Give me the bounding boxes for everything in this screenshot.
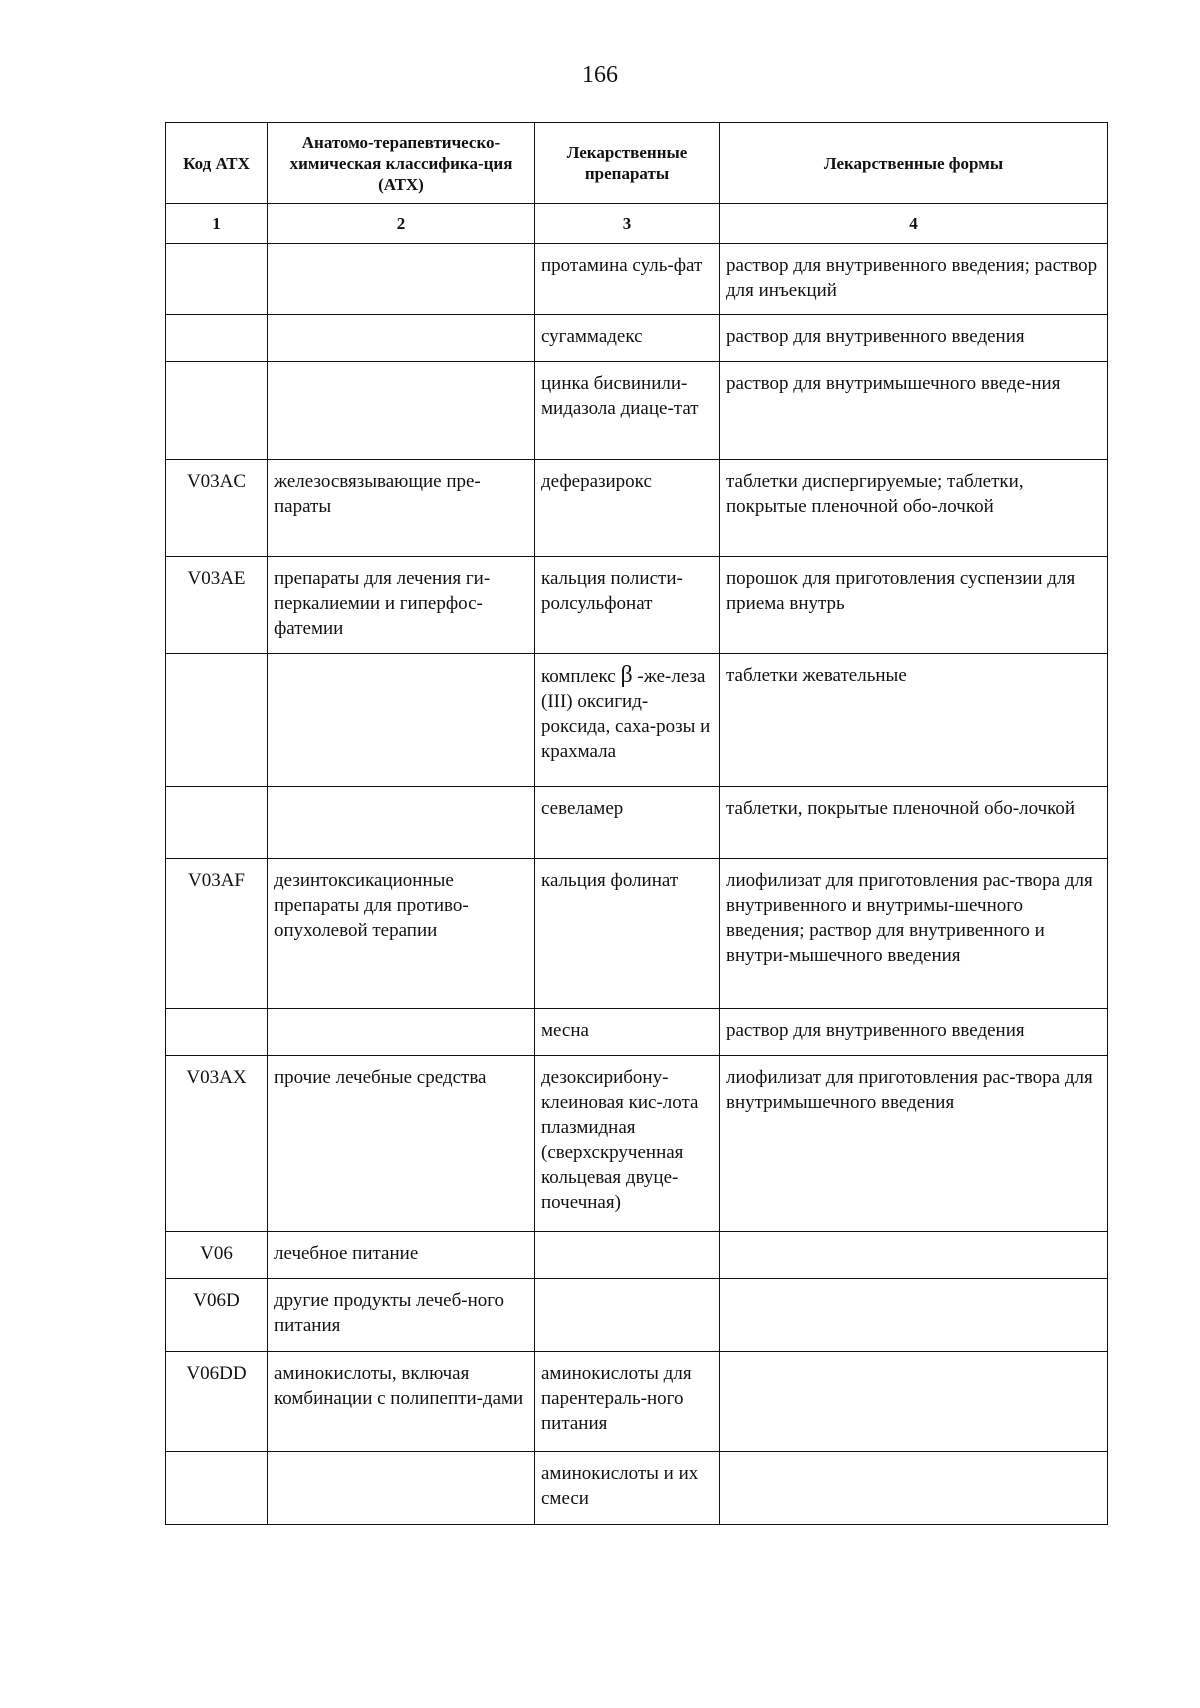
column-number: 4 [720,204,1108,244]
beta-symbol: β [620,662,633,688]
table-row [166,1279,1108,1352]
atx-code-cell: V03AX [166,1056,268,1232]
classification-cell [268,654,535,787]
forms-cell: раствор для внутривенного введения; раствор для инъекций [720,244,1108,315]
atx-code-cell: V03AF [166,859,268,1009]
forms-cell [720,1232,1108,1279]
table-row [166,859,1108,1009]
classification-cell: дезинтоксикационные препараты для противо-опухолевой терапии [268,859,535,1009]
table-row [166,1452,1108,1525]
forms-cell: таблетки жевательные [720,654,1108,787]
drug-cell: севеламер [535,787,720,859]
header-forms: Лекарственные формы [720,123,1108,204]
drug-cell: цинка бисвинили-мидазола диаце-тат [535,362,720,460]
table-row [166,654,1108,787]
drug-cell [535,1232,720,1279]
classification-cell: препараты для лечения ги-перкалиемии и гиперфос-фатемии [268,557,535,654]
atx-code-cell [166,1452,268,1525]
column-number: 3 [535,204,720,244]
forms-cell [720,1279,1108,1352]
forms-cell: таблетки, покрытые пленочной обо-лочкой [720,787,1108,859]
drug-cell [535,654,720,787]
forms-cell [720,1452,1108,1525]
classification-cell: прочие лечебные средства [268,1056,535,1232]
header-drugs: Лекарственные препараты [535,123,720,204]
drug-cell: месна [535,1009,720,1056]
drug-prefix: комплекс [541,666,616,687]
column-number: 2 [268,204,535,244]
atx-code-cell [166,315,268,362]
atx-code-cell: V03AC [166,460,268,557]
forms-cell: лиофилизат для приготовления рас-твора для внутримышечного введения [720,1056,1108,1232]
atx-code-cell: V06 [166,1232,268,1279]
atx-code-cell [166,1009,268,1056]
table-row [166,787,1108,859]
forms-cell: раствор для внутримышечного введе-ния [720,362,1108,460]
header-row [166,123,1108,204]
header-code: Код АТХ [166,123,268,204]
atx-code-cell [166,362,268,460]
atx-code-cell [166,244,268,315]
drug-cell: протамина суль-фат [535,244,720,315]
classification-cell: другие продукты лечеб-ного питания [268,1279,535,1352]
column-number-row [166,204,1108,244]
page-number: 166 [582,62,618,88]
forms-cell: раствор для внутривенного введения [720,1009,1108,1056]
classification-cell [268,1009,535,1056]
classification-cell [268,244,535,315]
drug-cell: кальция фолинат [535,859,720,1009]
table-row [166,1352,1108,1452]
drug-name: -же-леза (III) оксигид-роксида, саха-розы и крахмала [541,666,711,762]
drug-cell: деферазирокс [535,460,720,557]
atx-table [165,122,1108,1525]
drug-cell: сугаммадекс [535,315,720,362]
table-row [166,460,1108,557]
atx-code-cell: V06D [166,1279,268,1352]
forms-cell: раствор для внутривенного введения [720,315,1108,362]
table-row [166,315,1108,362]
classification-cell: лечебное питание [268,1232,535,1279]
atx-code-cell [166,787,268,859]
column-number: 1 [166,204,268,244]
table-row [166,1056,1108,1232]
classification-cell [268,315,535,362]
atx-code-cell [166,654,268,787]
table-row [166,362,1108,460]
header-classification: Анатомо-терапевтическо-химическая классифика-ция (АТХ) [268,123,535,204]
atx-code-cell: V06DD [166,1352,268,1452]
classification-cell [268,1452,535,1525]
table-row [166,557,1108,654]
classification-cell [268,362,535,460]
drug-cell: аминокислоты и их смеси [535,1452,720,1525]
table-row [166,1009,1108,1056]
table-row [166,1232,1108,1279]
classification-cell [268,787,535,859]
forms-cell [720,1352,1108,1452]
drug-cell: кальция полисти-ролсульфонат [535,557,720,654]
classification-cell: железосвязывающие пре-параты [268,460,535,557]
table-row [166,244,1108,315]
drug-cell [535,1279,720,1352]
atx-code-cell: V03AE [166,557,268,654]
drug-cell: аминокислоты для парентераль-ного питания [535,1352,720,1452]
forms-cell: лиофилизат для приготовления рас-твора для внутривенного и внутримы-шечного введения; раствор для внутривенного и внутри-мышечного введения [720,859,1108,1009]
forms-cell: таблетки диспергируемые; таблетки, покрытые пленочной обо-лочкой [720,460,1108,557]
drug-cell: дезоксирибону-клеиновая кис-лота плазмидная (сверхскрученная кольцевая двуце-почечная) [535,1056,720,1232]
forms-cell: порошок для приготовления суспензии для приема внутрь [720,557,1108,654]
classification-cell: аминокислоты, включая комбинации с полипепти-дами [268,1352,535,1452]
